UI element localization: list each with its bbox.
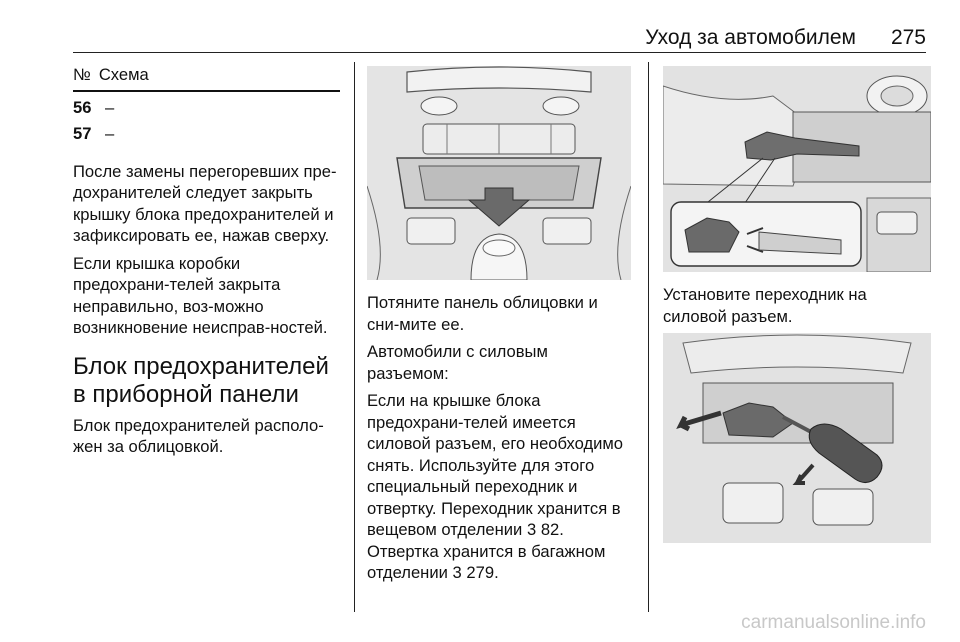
- watermark: carmanualsonline.info: [741, 612, 926, 633]
- page-title: Уход за автомобилем: [645, 26, 856, 49]
- paragraph: [367, 390, 633, 584]
- column-divider: [354, 62, 355, 612]
- paragraph-text: . Отвертка хранится в багажном отделении: [367, 520, 606, 582]
- scheme-header: Схема: [98, 65, 149, 84]
- column-left: [73, 62, 340, 458]
- header-rule: [73, 52, 926, 53]
- table-row: [73, 118, 340, 145]
- screwdriver-removal-illustration: [663, 333, 931, 543]
- page-ref-icon: 3: [452, 563, 462, 582]
- column-divider: [648, 62, 649, 612]
- row-number: 57: [73, 124, 92, 143]
- row-value: –: [105, 124, 115, 143]
- page-header: [73, 26, 926, 52]
- fuse-table-header: [73, 62, 340, 92]
- row-number: 56: [73, 97, 92, 117]
- paragraph: После замены перегоревших пре-дохранителей следует закрыть крышку блока предохранителей и зафиксировать ее, нажав сверху.: [73, 161, 337, 245]
- num-header: №: [73, 65, 91, 84]
- column-middle: [367, 62, 633, 584]
- paragraph: Если крышка коробки предохрани-телей закрыта неправильно, воз-можно возникновение неисправ-ностей.: [73, 253, 328, 337]
- paragraph: Потяните панель облицовки и сни-мите ее.: [367, 293, 598, 334]
- paragraph: Блок предохранителей располо-жен за облицовкой.: [73, 415, 324, 456]
- table-row: [73, 92, 340, 119]
- column-right: [663, 62, 931, 543]
- paragraph: Автомобили с силовым разъемом:: [367, 342, 548, 383]
- paragraph-end: .: [494, 563, 499, 582]
- dashboard-console-illustration: [367, 66, 631, 280]
- paragraph-text: Если на крышке блока предохрани-телей имеется силовой разъем, его необходимо снять. Используйте для этого специальный переходник и отвертку. Переходник хранится в вещевом отделении: [367, 391, 624, 539]
- paragraph: Установите переходник на силовой разъем.: [663, 285, 867, 326]
- row-value: –: [105, 97, 115, 117]
- page-ref: 279: [466, 563, 495, 582]
- adapter-connector-illustration: [663, 66, 931, 272]
- section-heading: Блок предохранителей в приборной панели: [73, 352, 329, 408]
- page-number: 275: [890, 26, 926, 49]
- page-ref-icon: 3: [526, 520, 537, 539]
- page-ref: 82: [540, 520, 560, 539]
